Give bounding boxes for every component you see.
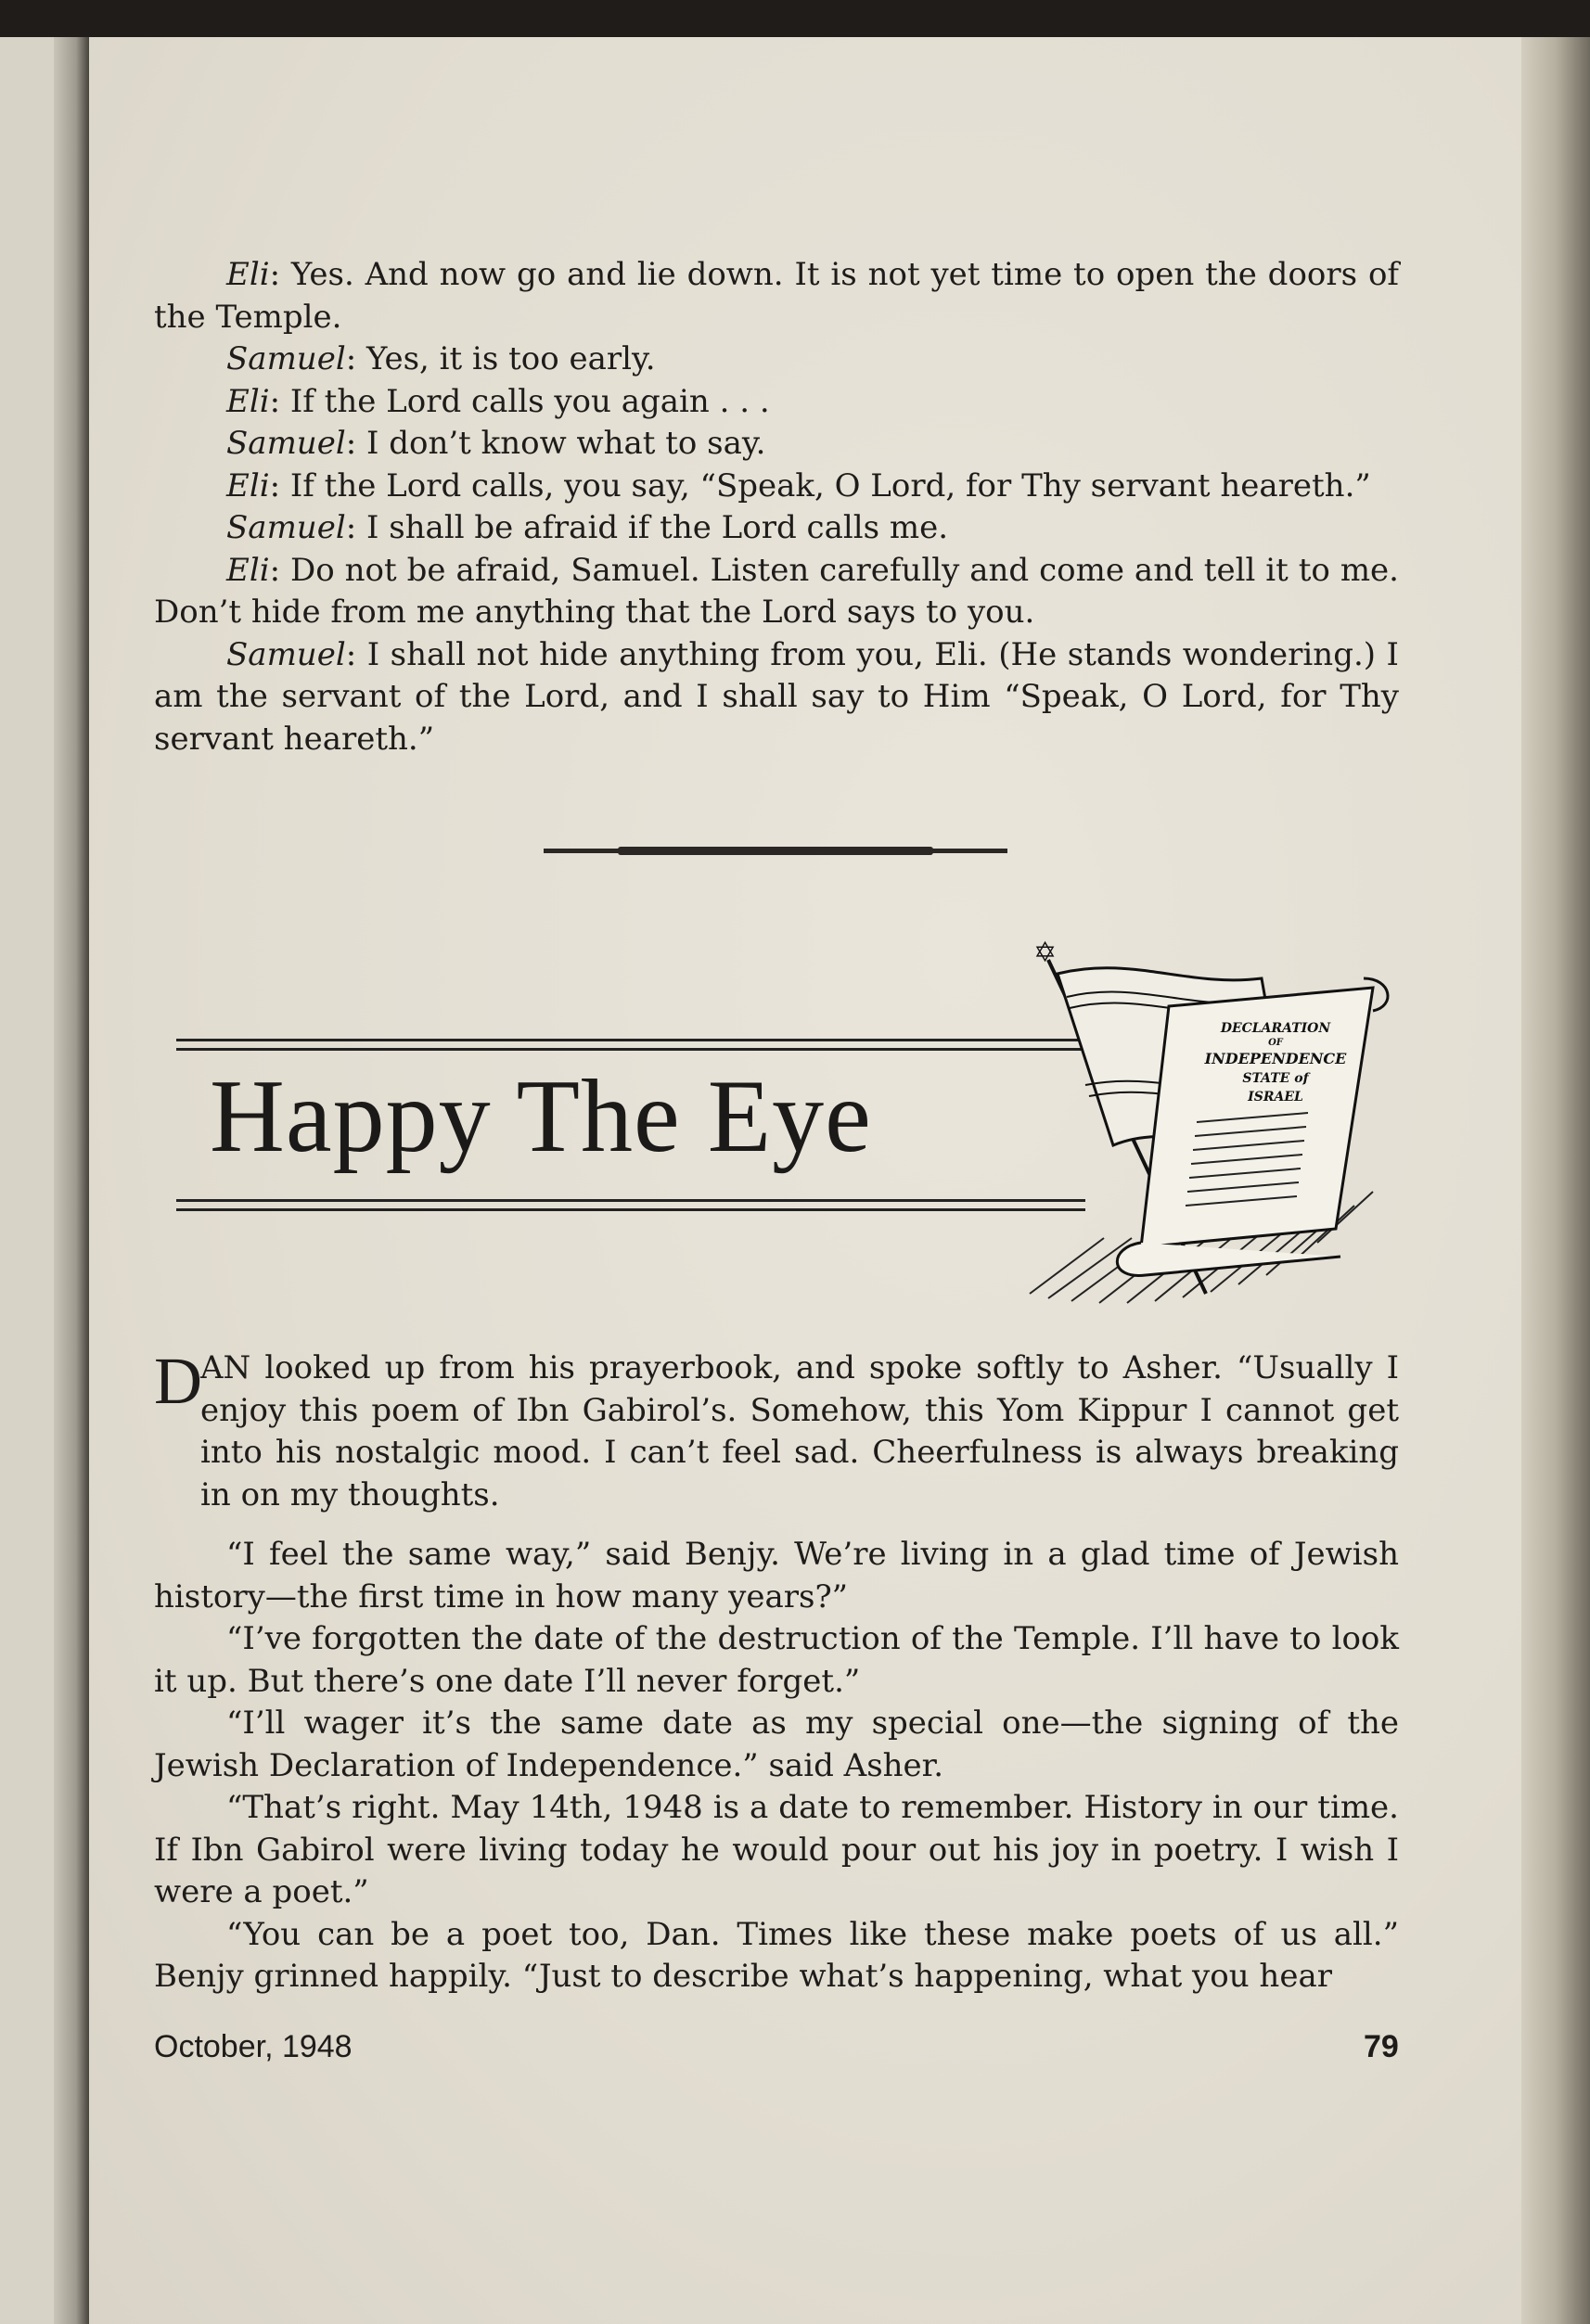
story-title: Happy The Eye [210,1059,872,1174]
dialogue-line [154,550,1399,634]
dialogue-text: : If the Lord calls, you say, “Speak, O Lord, for Thy servant heareth.” [269,466,1371,504]
dialogue-line [154,634,1399,761]
scroll-text-line: ISRAEL [1248,1090,1303,1105]
first-word: AN [200,1349,251,1386]
story-paragraph: “That’s right. May 14th, 1948 is a date to remember. History in our time. If Ibn Gabirol were living today he would pour out his joy in poetry. I wish I were a poet.” [154,1789,1399,1910]
book-gutter [54,37,91,2324]
story-body [154,1534,1399,1998]
speaker-name: Eli [226,551,270,589]
speaker-name: Samuel [226,340,346,377]
dialogue-line [154,381,1399,424]
speaker-name: Samuel [226,509,346,546]
drop-cap: D [154,1344,202,1418]
dialogue-line [154,466,1399,508]
section-divider [544,849,1007,853]
story-header [176,923,1401,1322]
dialogue-text: : I shall be afraid if the Lord calls me. [345,509,949,546]
scroll-text-line: OF [1268,1038,1283,1048]
star-of-david-icon: ✡ [1033,937,1058,969]
story-opening [200,1347,1399,1516]
scroll-text-line: INDEPENDENCE [1204,1050,1347,1067]
scroll-text-line: STATE of [1242,1071,1309,1086]
dialogue-line [154,423,1399,466]
dialogue-text: : I don’t know what to say. [345,425,766,462]
scroll-text-line: DECLARATION [1220,1021,1331,1036]
dialogue-text: : I shall not hide anything from you, Eli. (He stands wondering.) I am the servant of the Lord, and I shall say to Him “Speak, O Lord, for Thy servant heareth.” [154,635,1399,758]
dialogue-line [154,338,1399,381]
speaker-name: Samuel [226,635,346,673]
dialogue-text: : If the Lord calls you again . . . [269,382,770,420]
flag-and-scroll-illustration [918,923,1401,1322]
page-edge [1521,37,1590,2324]
speaker-name: Samuel [226,425,346,462]
story-paragraph: “You can be a poet too, Dan. Times like these make poets of us all.” Benjy grinned happily. “Just to describe what’s happening, what you hear [154,1915,1399,1995]
dialogue-text: : Do not be afraid, Samuel. Listen carefully and come and tell it to me. Don’t hide from me anything that the Lord says to you. [154,551,1399,631]
first-paragraph-text: looked up from his prayerbook, and spoke softly to Asher. “Usually I enjoy this poem of Ibn Gabirol’s. Somehow, this Yom Kippur I cannot get into his nostalgic mood. I can’t feel sad. Cheerfulness is always breaking in on my thoughts. [200,1349,1400,1513]
story-paragraph [200,1347,1399,1516]
speaker-name: Eli [226,256,270,293]
story-paragraph: “I’ve forgotten the date of the destruction of the Temple. I’ll have to look it up. But there’s one date I’ll never forget.” [154,1620,1399,1700]
dialogue-line [154,254,1399,338]
story-paragraph: “I feel the same way,” said Benjy. We’re living in a glad time of Jewish history—the first time in how many years?” [154,1536,1399,1615]
dialogue-line [154,507,1399,550]
dialogue-text: : Yes. And now go and lie down. It is not yet time to open the doors of the Temple. [154,256,1399,336]
story-paragraph: “I’ll wager it’s the same date as my special one—the signing of the Jewish Declaration of Independence.” said Asher. [154,1705,1399,1784]
dialogue-block [154,254,1399,760]
page-number: 79 [1364,2029,1399,2064]
dialogue-text: : Yes, it is too early. [345,340,656,377]
speaker-name: Eli [226,466,270,504]
issue-date: October, 1948 [154,2029,353,2064]
speaker-name: Eli [226,382,270,420]
